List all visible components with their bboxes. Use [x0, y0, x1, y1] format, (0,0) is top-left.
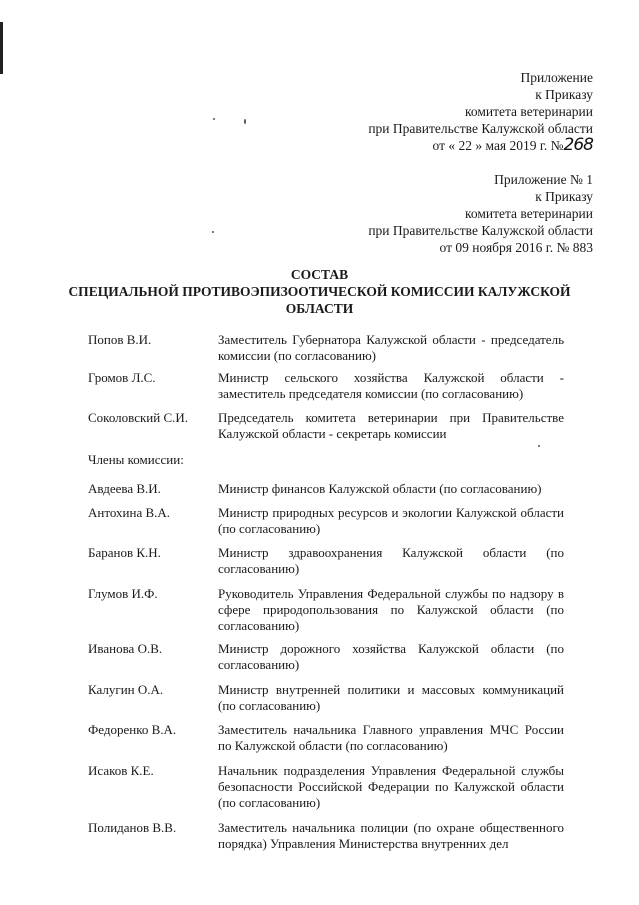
scan-edge-mark [0, 22, 3, 74]
appendix-line: комитета ветеринарии [464, 206, 593, 221]
title-line: СОСТАВ [290, 267, 349, 282]
title-line: СПЕЦИАЛЬНОЙ ПРОТИВОЭПИЗООТИЧЕСКОЙ КОМИССИИ КАЛУЖСКОЙ [68, 284, 571, 299]
scan-speck [538, 445, 540, 447]
appendix-date-line [368, 137, 593, 154]
handwritten-order-number: 268 [563, 135, 593, 155]
member-position: Министр природных ресурсов и экологии Калужской области (по согласованию) [218, 505, 564, 536]
member-name: Антохина В.А. [88, 505, 171, 520]
member-position: Министр внутренней политики и массовых коммуникаций (по согласованию) [218, 682, 564, 713]
member-position: Министр сельского хозяйства Калужской области - заместитель председателя комиссии (по согласованию) [218, 370, 564, 401]
member-name: Глумов И.Ф. [88, 586, 158, 601]
member-position: Министр здравоохранения Калужской области (по согласованию) [218, 545, 564, 576]
appendix-header-original [368, 171, 593, 256]
members-label: Члены комиссии: [88, 452, 184, 467]
member-position: Заместитель начальника Главного управления МЧС России по Калужской области (по согласованию) [218, 722, 564, 753]
appendix-line: при Правительстве Калужской области [368, 121, 593, 136]
member-name: Исаков К.Е. [88, 763, 154, 778]
appendix-line: к Приказу [535, 189, 593, 204]
member-position: Министр финансов Калужской области (по согласованию) [218, 481, 542, 496]
appendix-header-current [368, 69, 593, 154]
member-name: Калугин О.А. [88, 682, 164, 697]
member-position: Заместитель начальника полиции (по охране общественного порядка) Управления Министерства внутренних дел [218, 820, 564, 851]
appendix-line: при Правительстве Калужской области [368, 223, 593, 238]
member-name: Полиданов В.В. [88, 820, 177, 835]
appendix-line: от 09 ноября 2016 г. № 883 [439, 240, 593, 255]
document-title [0, 266, 639, 317]
scan-speck [244, 119, 246, 124]
member-name: Соколовский С.И. [88, 410, 189, 425]
member-position: Председатель комитета ветеринарии при Правительстве Калужской области - секретарь комиссии [218, 410, 564, 441]
member-name: Федоренко В.А. [88, 722, 177, 737]
appendix-line: Приложение № 1 [494, 172, 593, 187]
appendix-line: Приложение [520, 70, 593, 85]
scan-speck [213, 118, 215, 120]
member-name: Громов Л.С. [88, 370, 156, 385]
member-name: Авдеева В.И. [88, 481, 161, 496]
scan-speck [212, 231, 214, 233]
member-position: Начальник подразделения Управления Федеральной службы безопасности Российской Федерации по Калужской области (по согласованию) [218, 763, 564, 810]
appendix-line: к Приказу [535, 87, 593, 102]
member-name: Иванова О.В. [88, 641, 163, 656]
member-name: Баранов К.Н. [88, 545, 161, 560]
member-position: Заместитель Губернатора Калужской области - председатель комиссии (по согласованию) [218, 332, 564, 363]
member-name: Попов В.И. [88, 332, 152, 347]
member-position: Министр дорожного хозяйства Калужской области (по согласованию) [218, 641, 564, 672]
title-line: ОБЛАСТИ [285, 301, 354, 316]
appendix-line: комитета ветеринарии [464, 104, 593, 119]
member-position: Руководитель Управления Федеральной службы по надзору в сфере природопользования по Калужской области (по согласованию) [218, 586, 564, 633]
appendix-date: от « 22 » мая 2019 г. № [432, 138, 564, 153]
